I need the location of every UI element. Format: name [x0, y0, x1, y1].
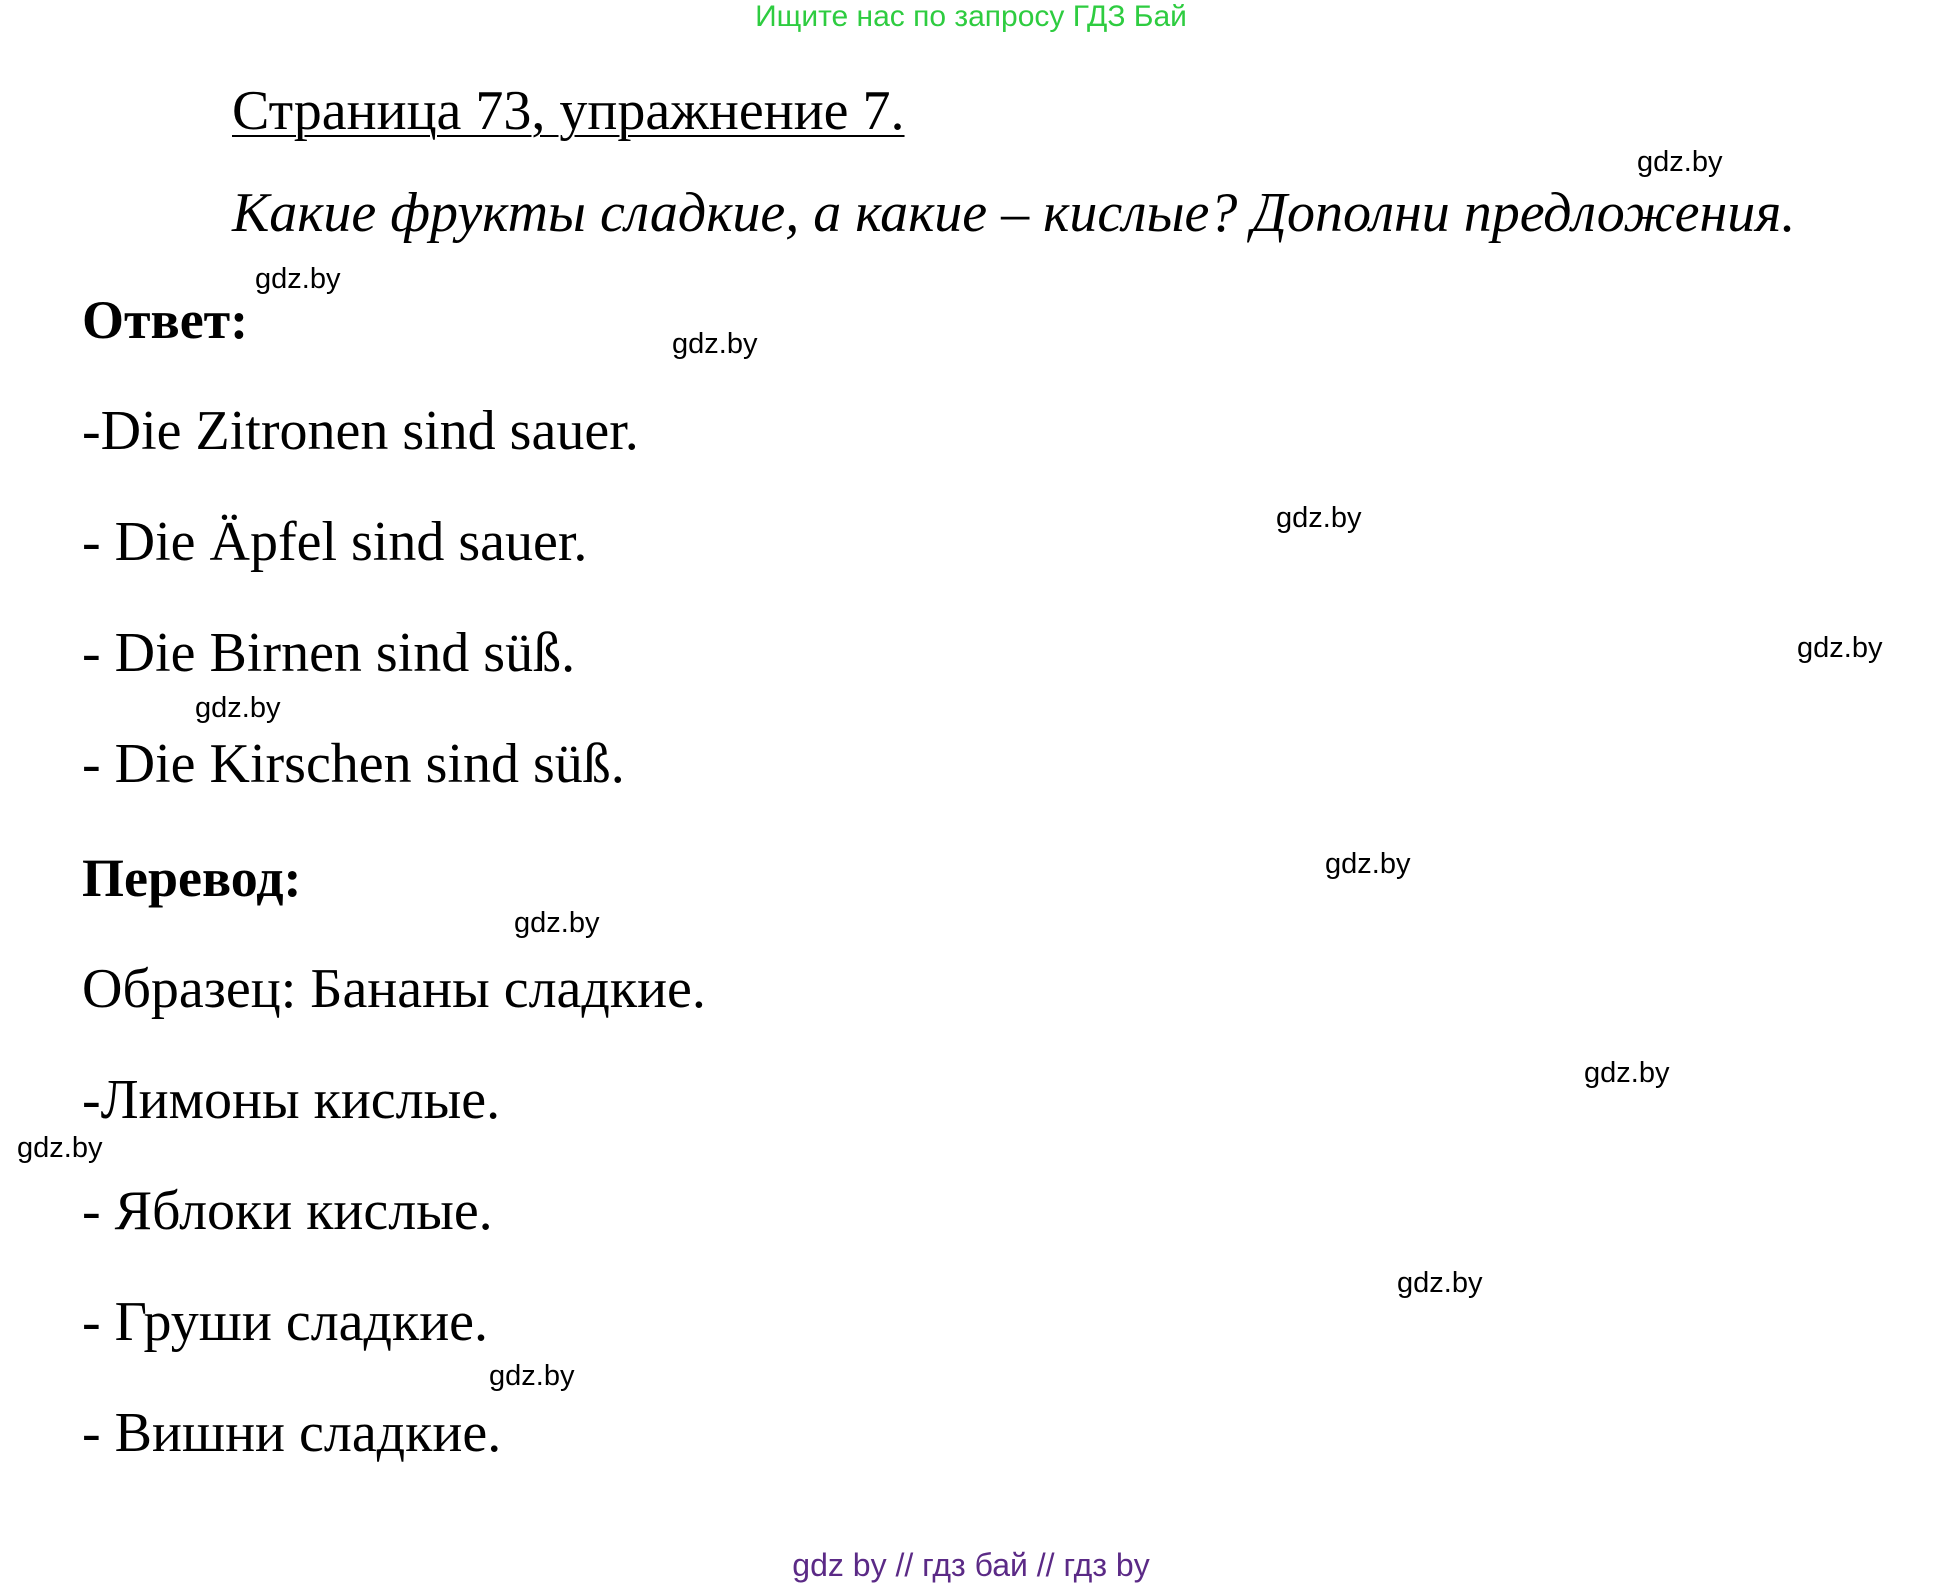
answer-line: - Die Äpfel sind sauer. — [82, 511, 588, 573]
watermark: gdz.by — [1397, 1267, 1483, 1299]
translation-line: Образец: Бананы сладкие. — [82, 958, 706, 1020]
watermark: gdz.by — [514, 907, 600, 939]
translation-line: - Вишни сладкие. — [82, 1402, 502, 1464]
watermark: gdz.by — [255, 263, 341, 295]
watermark: gdz.by — [489, 1360, 575, 1392]
watermark: gdz.by — [1276, 502, 1362, 534]
answer-line: - Die Birnen sind süß. — [82, 622, 576, 684]
page-title: Страница 73, упражнение 7. — [232, 80, 905, 142]
task-prompt: Какие фрукты сладкие, а какие – кислые? Дополни предложения. — [232, 182, 1796, 244]
watermark: gdz.by — [1584, 1057, 1670, 1089]
answer-line: -Die Zitronen sind sauer. — [82, 400, 639, 462]
translation-line: - Груши сладкие. — [82, 1291, 489, 1353]
answer-line: - Die Kirschen sind süß. — [82, 733, 625, 795]
top-banner: Ищите нас по запросу ГДЗ Бай — [755, 0, 1187, 33]
watermark: gdz.by — [1797, 632, 1883, 664]
watermark: gdz.by — [1325, 848, 1411, 880]
translation-line: -Лимоны кислые. — [82, 1069, 501, 1131]
watermark: gdz.by — [195, 692, 281, 724]
watermark: gdz.by — [17, 1132, 103, 1164]
translation-line: - Яблоки кислые. — [82, 1180, 493, 1242]
footer-links: gdz by // гдз бай // гдз by — [792, 1547, 1150, 1583]
answer-heading: Ответ: — [82, 290, 249, 350]
watermark: gdz.by — [672, 328, 758, 360]
watermark: gdz.by — [1637, 146, 1723, 178]
translation-heading: Перевод: — [82, 848, 302, 908]
